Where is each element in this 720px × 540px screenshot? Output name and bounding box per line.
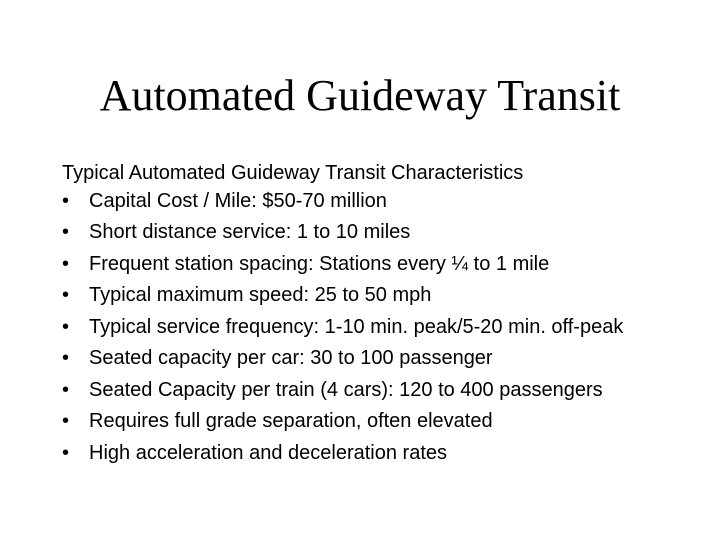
intro-heading: Typical Automated Guideway Transit Characteristics	[62, 162, 524, 184]
bullet-item-capital-cost	[62, 190, 702, 212]
bullet-dot-icon: •	[62, 410, 70, 432]
bullet-item-car-capacity	[62, 347, 702, 369]
bullet-item-grade-separation	[62, 410, 702, 432]
bullet-item-station-spacing	[62, 253, 702, 275]
bullet-text: High acceleration and deceleration rates	[89, 441, 447, 464]
bullet-item-service-distance	[62, 221, 702, 243]
bullet-text: Short distance service: 1 to 10 miles	[89, 221, 411, 243]
bullet-text: Requires full grade separation, often elevated	[89, 410, 493, 432]
bullet-item-max-speed	[62, 284, 702, 306]
bullet-dot-icon: •	[62, 221, 70, 243]
bullet-item-acceleration	[62, 442, 702, 464]
bullet-text: Capital Cost / Mile: $50-70 million	[89, 189, 387, 212]
bullet-dot-icon: •	[62, 347, 70, 369]
slide-content	[62, 158, 702, 473]
bullet-dot-icon: •	[62, 315, 70, 338]
bullet-item-train-capacity	[62, 379, 702, 401]
bullet-text: Typical service frequency: 1-10 min. peak/5-20 min. off-peak	[89, 315, 624, 338]
bullet-text: Typical maximum speed: 25 to 50 mph	[89, 284, 432, 306]
bullet-list	[62, 190, 702, 464]
bullet-dot-icon: •	[62, 252, 70, 275]
bullet-dot-icon: •	[62, 378, 70, 401]
bullet-item-service-frequency	[62, 316, 702, 338]
bullet-text: Seated Capacity per train (4 cars): 120 to 400 passengers	[89, 378, 603, 401]
bullet-dot-icon: •	[62, 189, 70, 212]
bullet-dot-icon: •	[62, 284, 70, 306]
bullet-dot-icon: •	[62, 441, 70, 464]
bullet-text: Frequent station spacing: Stations every ¼ to 1 mile	[89, 252, 550, 275]
slide-title: Automated Guideway Transit	[99, 71, 621, 120]
bullet-text: Seated capacity per car: 30 to 100 passenger	[89, 347, 493, 369]
